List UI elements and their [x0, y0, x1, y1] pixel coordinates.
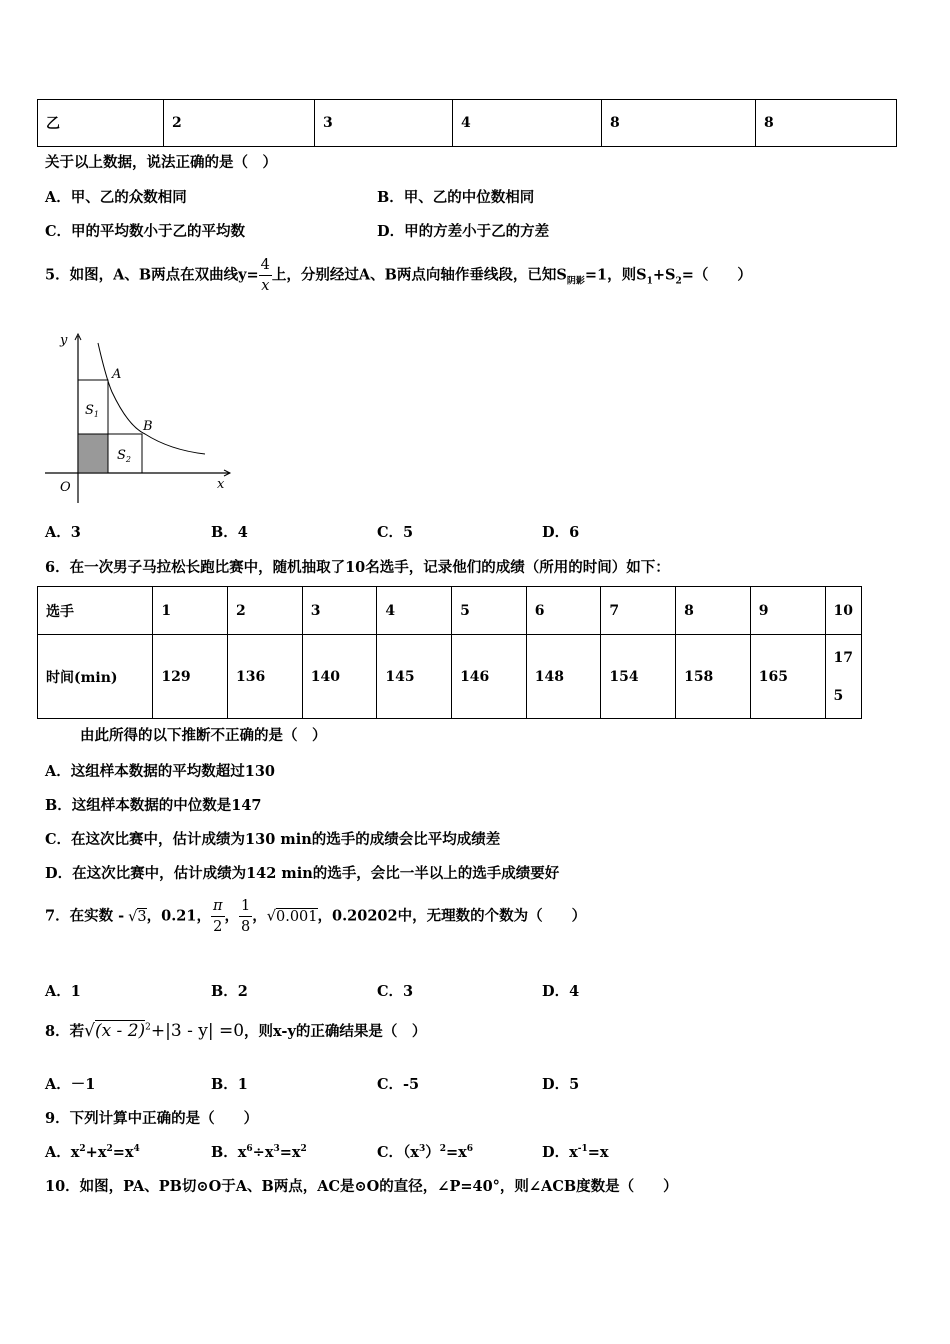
q8-text: ，则x-y的正确结果是（ ） — [244, 1023, 427, 1040]
table-cell: 8 — [602, 100, 756, 147]
label-b: B — [143, 419, 153, 434]
option-a: A．1 — [45, 983, 81, 1000]
marathon-table — [37, 586, 862, 719]
question-7-stem — [45, 896, 586, 937]
subscript: 2 — [675, 276, 682, 287]
table-cell: 5 — [452, 587, 527, 635]
fraction-1-over-8: $\frac{1}{8}$ — [241, 898, 251, 935]
q7-text: ， — [224, 907, 239, 925]
hyperbola-curve — [98, 343, 205, 454]
table-cell: 4 — [453, 100, 602, 147]
hyperbola-figure — [40, 328, 240, 508]
table-cell: 129 — [153, 635, 228, 719]
question-5-stem — [45, 255, 752, 296]
question-6-sub: 由此所得的以下推断不正确的是（ ） — [80, 727, 327, 744]
option-c: C．甲的平均数小于乙的平均数 — [45, 223, 246, 240]
question-8-stem — [45, 1020, 426, 1041]
option-b: B．甲、乙的中位数相同 — [377, 189, 535, 206]
table-cell — [825, 635, 861, 719]
q5-text: =1，则S — [584, 266, 647, 284]
q7-text: 7．在实数 - — [45, 907, 125, 925]
table-row — [38, 635, 862, 719]
option-d: D．$x^{-1}=x$ — [542, 1144, 609, 1161]
option-c: C．在这次比赛中，估计成绩为130 min的选手的成绩会比平均成绩差 — [45, 831, 501, 848]
option-d: D．在这次比赛中，估计成绩为142 min的选手，会比一半以上的选手成绩要好 — [45, 865, 560, 882]
table-cell: 3 — [315, 100, 453, 147]
option-b: B．2 — [211, 983, 248, 1000]
option-d: D．6 — [542, 524, 580, 541]
denominator: x — [261, 278, 270, 294]
option-d: D．甲的方差小于乙的方差 — [377, 223, 550, 240]
cell-line: 5 — [833, 687, 844, 704]
table-row — [38, 100, 897, 147]
subscript: 1 — [646, 276, 653, 287]
q7-text: ， — [252, 907, 267, 925]
label-s1: $S_1$ — [85, 403, 99, 419]
table-cell: 148 — [526, 635, 601, 719]
option-c: C．$(x^3)^2=x^6$ — [377, 1144, 474, 1161]
table-cell: 140 — [302, 635, 377, 719]
option-a: A．甲、乙的众数相同 — [45, 189, 187, 206]
data-table-yi — [37, 99, 897, 147]
question-10-stem: 10．如图，PA、PB切⊙O于A、B两点，AC是⊙O的直径，∠P=40°，则∠ACB度数是（ ） — [45, 1178, 678, 1195]
table-cell: 6 — [526, 587, 601, 635]
table-row — [38, 587, 862, 635]
option-d: D．5 — [542, 1076, 580, 1093]
fraction-pi-over-2: $\frac{\pi}{2}$ — [212, 898, 223, 935]
numerator: 4 — [259, 255, 272, 276]
label-x: x — [217, 477, 225, 492]
table-cell: 乙 — [38, 100, 164, 147]
option-a: A．3 — [45, 524, 81, 541]
abs-expression: +|3 - y| =0 — [150, 1021, 245, 1041]
table-cell: 7 — [601, 587, 676, 635]
table-cell: 1 — [153, 587, 228, 635]
subscript: 阴影 — [566, 276, 585, 287]
label-a: A — [112, 367, 122, 382]
option-a: A．$x^2+x^2=x^4$ — [45, 1144, 140, 1161]
q5-text: 5．如图，A、B两点在双曲线y= — [45, 266, 259, 284]
table-cell: 3 — [302, 587, 377, 635]
table-cell: 2 — [228, 587, 303, 635]
option-b: B．$x^6\div x^3=x^2$ — [211, 1144, 307, 1161]
option-c: C．3 — [377, 983, 414, 1000]
table-cell: 4 — [377, 587, 452, 635]
table-cell: 146 — [452, 635, 527, 719]
sqrt-expression: √(x - 2)$^2$ — [84, 1021, 151, 1041]
option-d: D．4 — [542, 983, 580, 1000]
option-b: B．4 — [211, 524, 248, 541]
question-4-stem: 关于以上数据，说法正确的是（ ） — [45, 154, 277, 171]
sqrt-0-001: √0.001 — [266, 908, 318, 925]
question-6-stem: 6．在一次男子马拉松长跑比赛中，随机抽取了10名选手，记录他们的成绩（所用的时间）如下： — [45, 559, 670, 576]
shaded-region — [78, 434, 108, 473]
fraction-4-over-x — [259, 255, 272, 296]
q5-text: =（ ） — [681, 266, 752, 284]
table-cell: 选手 — [38, 587, 153, 635]
label-s2: $S_2$ — [117, 448, 131, 464]
option-a: A．这组样本数据的平均数超过130 — [45, 763, 276, 780]
table-cell: 2 — [164, 100, 315, 147]
question-9-stem: 9．下列计算中正确的是（ ） — [45, 1110, 259, 1127]
table-cell: 165 — [750, 635, 825, 719]
sqrt-3: √3 — [128, 908, 147, 925]
table-cell: 145 — [377, 635, 452, 719]
table-cell: 158 — [676, 635, 751, 719]
label-y: y — [60, 333, 68, 348]
option-b: B．这组样本数据的中位数是147 — [45, 797, 262, 814]
table-cell: 8 — [756, 100, 897, 147]
q5-text: 上，分别经过A、B两点向轴作垂线段，已知S — [271, 266, 567, 284]
option-a: A．－1 — [45, 1076, 96, 1093]
option-c: C．5 — [377, 524, 414, 541]
cell-line: 17 — [833, 649, 853, 666]
option-b: B．1 — [211, 1076, 248, 1093]
q7-text: ，0.21， — [146, 907, 211, 925]
table-cell: 9 — [750, 587, 825, 635]
q7-text: ，0.20202中，无理数的个数为（ ） — [317, 907, 587, 925]
q8-text: 8．若 — [45, 1023, 85, 1040]
option-c: C．-5 — [377, 1076, 420, 1093]
label-o: O — [60, 480, 71, 495]
table-cell: 10 — [825, 587, 861, 635]
q5-text: +S — [652, 266, 676, 284]
table-cell: 时间(min) — [38, 635, 153, 719]
table-cell: 8 — [676, 587, 751, 635]
table-cell: 136 — [228, 635, 303, 719]
table-cell: 154 — [601, 635, 676, 719]
